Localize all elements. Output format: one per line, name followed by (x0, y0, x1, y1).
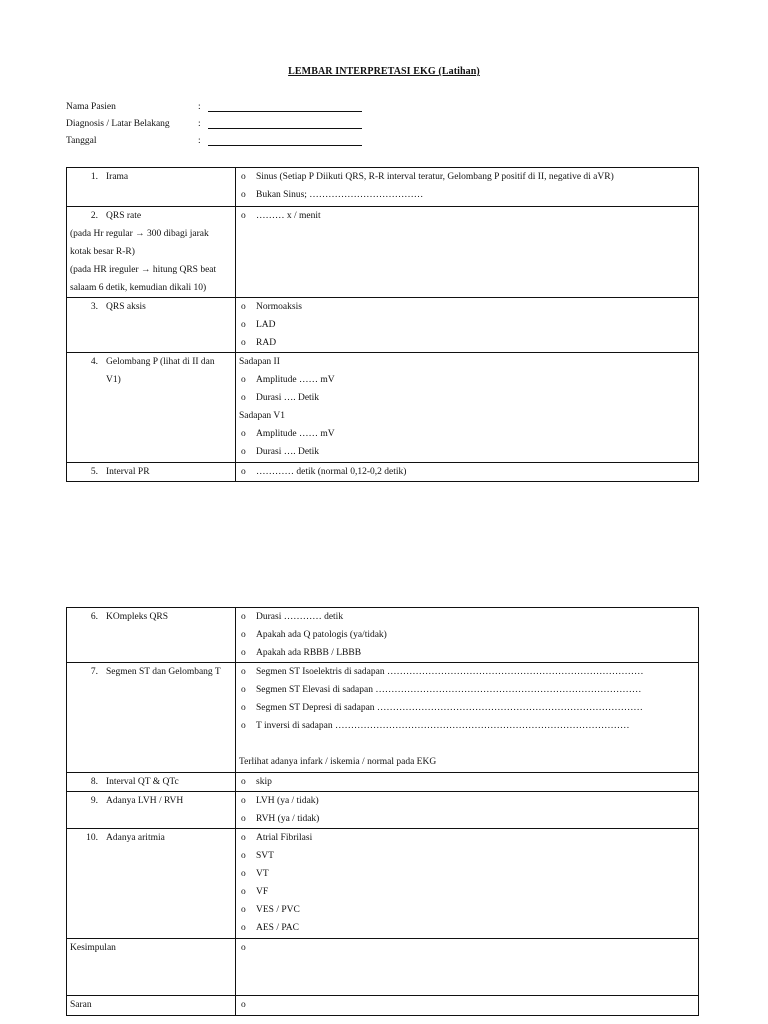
row-interval-qt (67, 773, 699, 792)
row-kesimpulan (67, 939, 699, 996)
row-label: Adanya aritmia (106, 833, 165, 843)
option-text: Atrial Fibrilasi (256, 833, 313, 843)
option-item[interactable] (239, 901, 695, 919)
row-aritmia (67, 829, 699, 939)
option-text: skip (256, 777, 272, 787)
bullet-icon: o (241, 943, 246, 953)
row-irama (67, 168, 699, 207)
option-item[interactable] (239, 699, 695, 717)
option-text: LAD (256, 320, 276, 330)
option-item[interactable] (239, 883, 695, 901)
bullet-icon: o (241, 447, 246, 457)
row-note: (pada HR ireguler → hitung QRS beat (70, 265, 217, 275)
row-content-cell (236, 168, 699, 207)
field-colon: : (198, 102, 201, 112)
row-label-cell (67, 939, 236, 996)
bullet-icon: o (241, 429, 246, 439)
row-label-cell (67, 792, 236, 829)
interpretation-table-2 (66, 607, 699, 1016)
row-content-cell (236, 463, 699, 482)
row-content-cell (236, 608, 699, 663)
bullet-icon: o (241, 172, 246, 182)
option-item[interactable] (239, 186, 695, 204)
row-label: Segmen ST dan Gelombang T (106, 667, 221, 677)
bullet-icon: o (241, 905, 246, 915)
row-label-cell (67, 829, 236, 939)
row-kompleks-qrs (67, 608, 699, 663)
field-diagnosis (66, 117, 362, 131)
option-text: Durasi ………… detik (256, 612, 344, 622)
field-nama-pasien (66, 100, 362, 114)
option-item (239, 939, 695, 957)
option-item[interactable] (239, 681, 695, 699)
bullet-icon: o (241, 612, 246, 622)
row-label: Saran (70, 1000, 92, 1010)
bullet-icon: o (241, 630, 246, 640)
field-label: Tanggal (66, 136, 97, 146)
bullet-icon: o (241, 1000, 246, 1010)
option-text: Apakah ada RBBB / LBBB (256, 648, 362, 658)
option-item[interactable] (239, 626, 695, 644)
option-text: Normoaksis (256, 302, 302, 312)
option-text: T inversi di sadapan ………………………………………………………………………………… (256, 721, 630, 731)
bullet-icon: o (241, 887, 246, 897)
bullet-icon: o (241, 648, 246, 658)
bullet-icon: o (241, 338, 246, 348)
bullet-icon: o (241, 869, 246, 879)
row-content-cell (236, 207, 699, 298)
row-label: QRS rate (106, 211, 142, 221)
row-number: 7. (90, 667, 98, 677)
kesimpulan-input[interactable] (236, 939, 699, 996)
option-item[interactable] (239, 425, 695, 443)
option-text: LVH (ya / tidak) (256, 796, 319, 806)
saran-input[interactable] (236, 996, 699, 1016)
row-note: salaam 6 detik, kemudian dikali 10) (70, 283, 207, 293)
bullet-icon: o (241, 685, 246, 695)
row-number: 4. (90, 357, 98, 367)
row-number: 10. (86, 833, 98, 843)
row-number: 6. (90, 612, 98, 622)
row-label: Interval PR (106, 467, 150, 477)
row-content-cell (236, 663, 699, 773)
row-qrs-aksis (67, 298, 699, 353)
row-label-cell (67, 608, 236, 663)
row-label-cell (67, 207, 236, 298)
option-text: Segmen ST Depresi di sadapan ………………………………………………………………………… (256, 703, 643, 713)
field-tanggal (66, 134, 362, 148)
bullet-icon: o (241, 721, 246, 731)
row-content-cell (236, 773, 699, 792)
option-item[interactable] (239, 865, 695, 883)
bullet-icon: o (241, 320, 246, 330)
row-number: 5. (90, 467, 98, 477)
field-colon: : (198, 136, 201, 146)
option-item[interactable] (239, 919, 695, 937)
option-text: Segmen ST Elevasi di sadapan ………………………………………………………………………… (256, 685, 642, 695)
row-gelombang-p (67, 353, 699, 463)
row-label-cell (67, 773, 236, 792)
option-item[interactable] (239, 792, 695, 810)
row-interval-pr (67, 463, 699, 482)
option-text: RAD (256, 338, 277, 348)
row-note: kotak besar R-R) (70, 247, 135, 257)
bullet-icon: o (241, 923, 246, 933)
option-item[interactable] (239, 334, 695, 352)
option-text: VF (256, 887, 269, 897)
option-item[interactable] (239, 371, 695, 389)
field-label: Diagnosis / Latar Belakang (66, 119, 170, 129)
diagnosis-input[interactable] (208, 117, 362, 129)
option-text: Amplitude …… mV (256, 429, 335, 439)
bullet-icon: o (241, 851, 246, 861)
option-item[interactable] (239, 463, 695, 481)
row-label-cont: V1) (106, 375, 121, 385)
option-item[interactable] (239, 389, 695, 407)
option-text: SVT (256, 851, 274, 861)
option-text: Segmen ST Isoelektris di sadapan ……………………………………………………………………… (256, 667, 644, 677)
row-label-cell (67, 463, 236, 482)
sub-heading: Sadapan V1 (239, 411, 285, 421)
row-label-cell (67, 353, 236, 463)
row-content-cell (236, 353, 699, 463)
row-saran (67, 996, 699, 1016)
option-item[interactable] (239, 298, 695, 316)
bullet-icon: o (241, 393, 246, 403)
row-label: Irama (106, 172, 129, 182)
option-text: VES / PVC (256, 905, 300, 915)
bullet-icon: o (241, 814, 246, 824)
bullet-icon: o (241, 796, 246, 806)
tanggal-input[interactable] (208, 134, 362, 146)
option-item[interactable] (239, 168, 695, 186)
bullet-icon: o (241, 467, 246, 477)
bullet-icon: o (241, 703, 246, 713)
option-text: Apakah ada Q patologis (ya/tidak) (256, 630, 387, 640)
option-item[interactable] (239, 207, 695, 225)
row-note: (pada Hr regular → 300 dibagi jarak (70, 229, 209, 239)
option-text: Durasi …. Detik (256, 447, 320, 457)
field-colon: : (198, 119, 201, 129)
row-number: 3. (90, 302, 98, 312)
field-label: Nama Pasien (66, 102, 116, 112)
option-text: Bukan Sinus; ……………………………… (256, 190, 424, 200)
row-number: 8. (90, 777, 98, 787)
option-text: RVH (ya / tidak) (256, 814, 320, 824)
row-label: Interval QT & QTc (106, 777, 179, 787)
option-text: Amplitude …… mV (256, 375, 335, 385)
row-number: 2. (90, 211, 98, 221)
option-item[interactable] (239, 717, 695, 735)
option-item[interactable] (239, 644, 695, 662)
row-label-cell (67, 996, 236, 1016)
row-number: 9. (90, 796, 98, 806)
row-label-cell (67, 663, 236, 773)
option-item[interactable] (239, 443, 695, 461)
option-item[interactable] (239, 829, 695, 847)
option-text: VT (256, 869, 269, 879)
option-item[interactable] (239, 810, 695, 828)
option-text: Sinus (Setiap P Diikuti QRS, R-R interval teratur, Gelombang P positif di II, negative di aVR) (256, 172, 614, 182)
row-segmen-st (67, 663, 699, 773)
bullet-icon: o (241, 375, 246, 385)
option-item[interactable] (239, 316, 695, 334)
row-lvh-rvh (67, 792, 699, 829)
row-label: KOmpleks QRS (106, 612, 169, 622)
row-label: QRS aksis (106, 302, 146, 312)
bullet-icon: o (241, 190, 246, 200)
option-text: ……… x / menit (256, 211, 321, 221)
row-number: 1. (90, 172, 98, 182)
row-label: Kesimpulan (70, 943, 116, 953)
option-text: Durasi …. Detik (256, 393, 320, 403)
interpretation-table-1 (66, 167, 699, 482)
option-item (239, 996, 695, 1014)
sub-heading: Sadapan II (239, 357, 280, 367)
bullet-icon: o (241, 777, 246, 787)
row-label-cell (67, 168, 236, 207)
row-label: Gelombang P (lihat di II dan (106, 357, 215, 367)
row-qrs-rate (67, 207, 699, 298)
option-item[interactable] (239, 608, 695, 626)
row-content-cell (236, 792, 699, 829)
nama-pasien-input[interactable] (208, 100, 362, 112)
spacer (239, 735, 695, 753)
bullet-icon: o (241, 667, 246, 677)
option-item[interactable] (239, 773, 695, 791)
row-content-cell (236, 298, 699, 353)
row-content-cell (236, 829, 699, 939)
bullet-icon: o (241, 302, 246, 312)
row-label: Adanya LVH / RVH (106, 796, 184, 806)
option-item[interactable] (239, 847, 695, 865)
bullet-icon: o (241, 211, 246, 221)
page-title: LEMBAR INTERPRETASI EKG (Latihan) (288, 66, 480, 77)
option-item[interactable] (239, 663, 695, 681)
option-text: AES / PAC (256, 923, 299, 933)
bullet-icon: o (241, 833, 246, 843)
row-footer-text: Terlihat adanya infark / iskemia / normal pada EKG (239, 757, 437, 767)
row-label-cell (67, 298, 236, 353)
option-text: ………… detik (normal 0,12-0,2 detik) (256, 467, 407, 477)
